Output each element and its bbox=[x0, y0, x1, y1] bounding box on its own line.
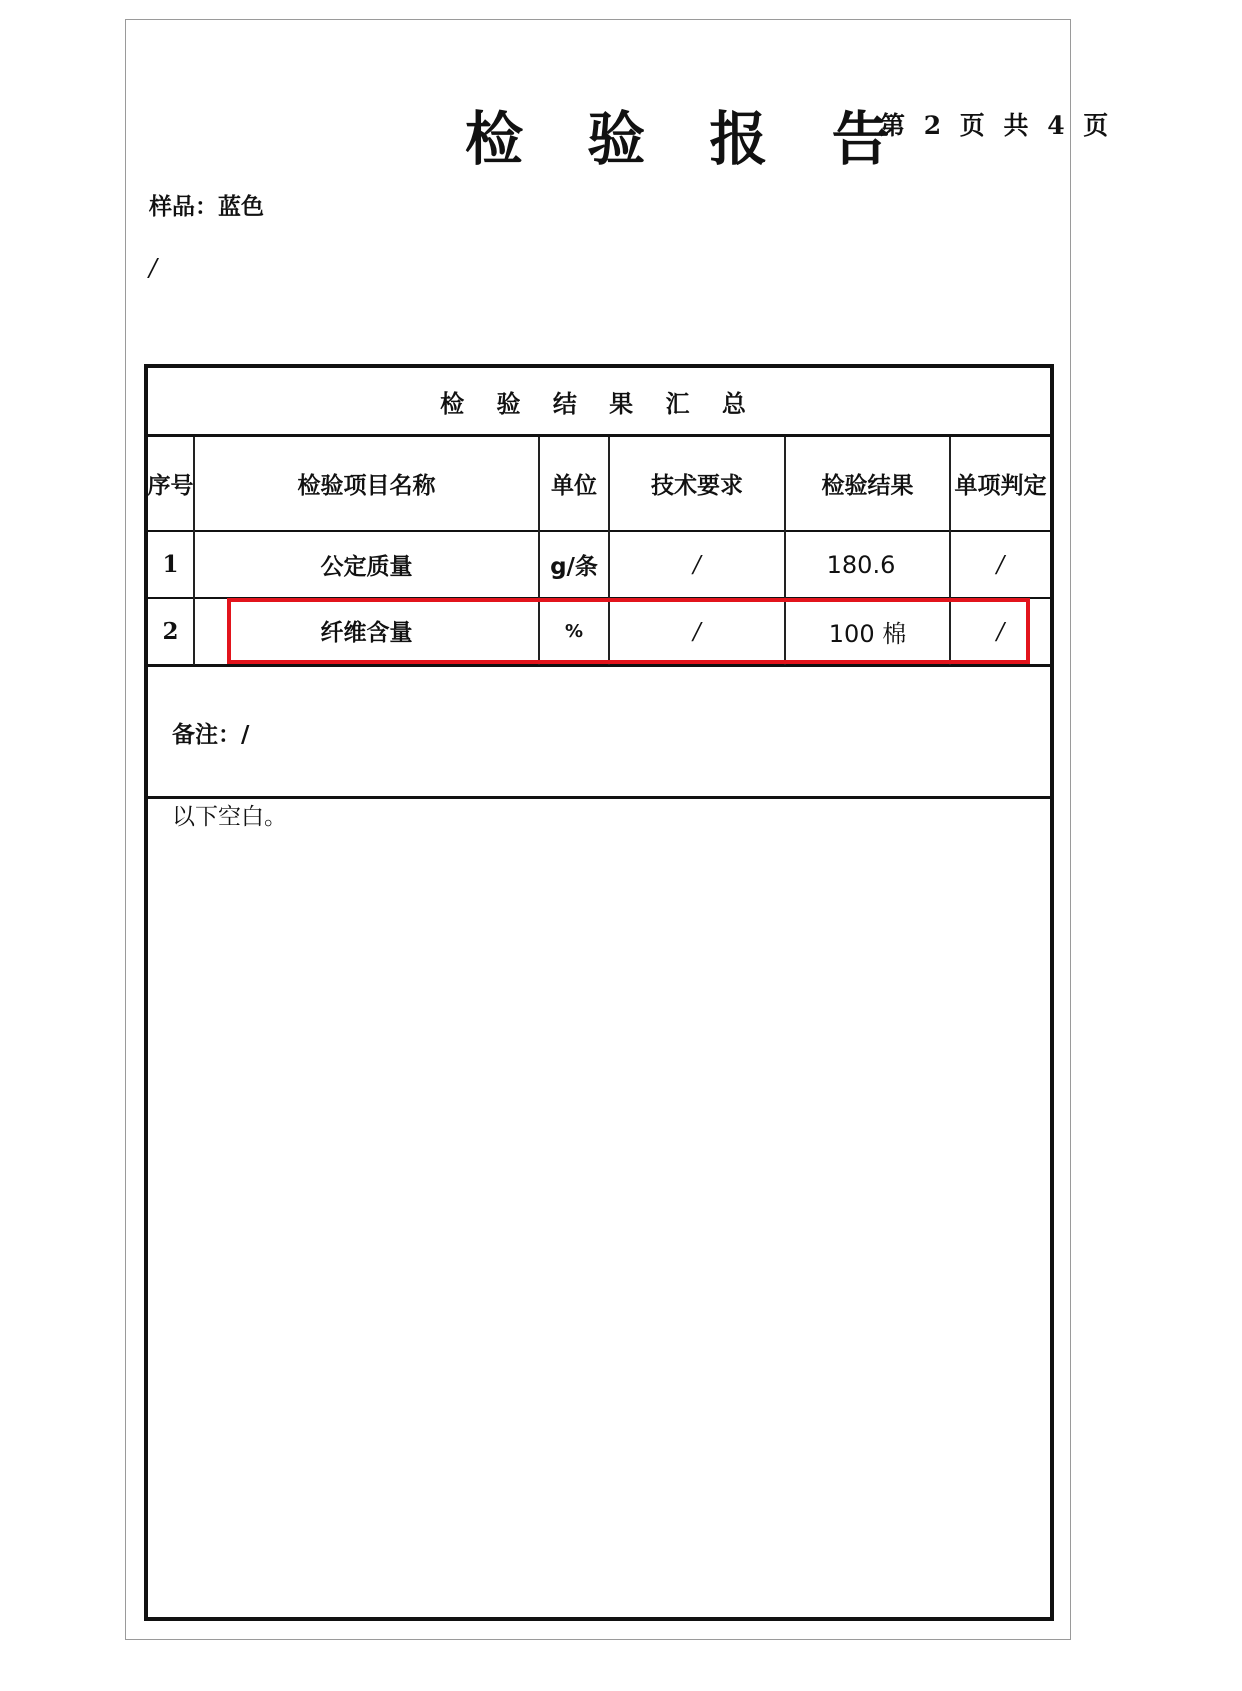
row-1-result: 180.6 bbox=[826, 550, 896, 579]
column-header-item: 检验项目名称 bbox=[297, 473, 436, 499]
summary-title: 检 验 结 果 汇 总 bbox=[440, 389, 758, 418]
row-2-name: 纤维含量 bbox=[320, 620, 413, 646]
row-1-name: 公定质量 bbox=[320, 554, 413, 580]
highlight-box bbox=[227, 598, 1030, 664]
row-2-unit: % bbox=[564, 621, 584, 642]
row-2-requirement: / bbox=[693, 618, 701, 645]
row-2-judgement: / bbox=[996, 618, 1005, 645]
table-rule bbox=[148, 664, 1050, 667]
row-1-no: 1 bbox=[162, 551, 179, 578]
column-header-result: 检验结果 bbox=[821, 473, 914, 499]
remark: 备注：/ bbox=[172, 722, 250, 748]
row-2-no: 2 bbox=[162, 618, 179, 645]
row-1-judgement: / bbox=[996, 551, 1005, 578]
column-header-judgement: 单项判定 bbox=[954, 473, 1047, 499]
row-1-unit: g/条 bbox=[550, 554, 598, 580]
row-2-result: 100 棉 bbox=[828, 620, 907, 648]
column-header-requirement: 技术要求 bbox=[651, 473, 743, 499]
sample-note: / bbox=[149, 254, 158, 282]
report-title: 检 验 报 告 bbox=[465, 105, 912, 173]
column-header-no: 序号 bbox=[147, 473, 194, 499]
results-table bbox=[144, 364, 1054, 1621]
page-number: 第 2 页 共 4 页 bbox=[880, 111, 1114, 140]
row-1-requirement: / bbox=[693, 551, 701, 578]
column-header-unit: 单位 bbox=[551, 473, 597, 499]
sample-label: 样品：蓝色 bbox=[149, 194, 264, 220]
blank-note: 以下空白。 bbox=[172, 804, 287, 830]
